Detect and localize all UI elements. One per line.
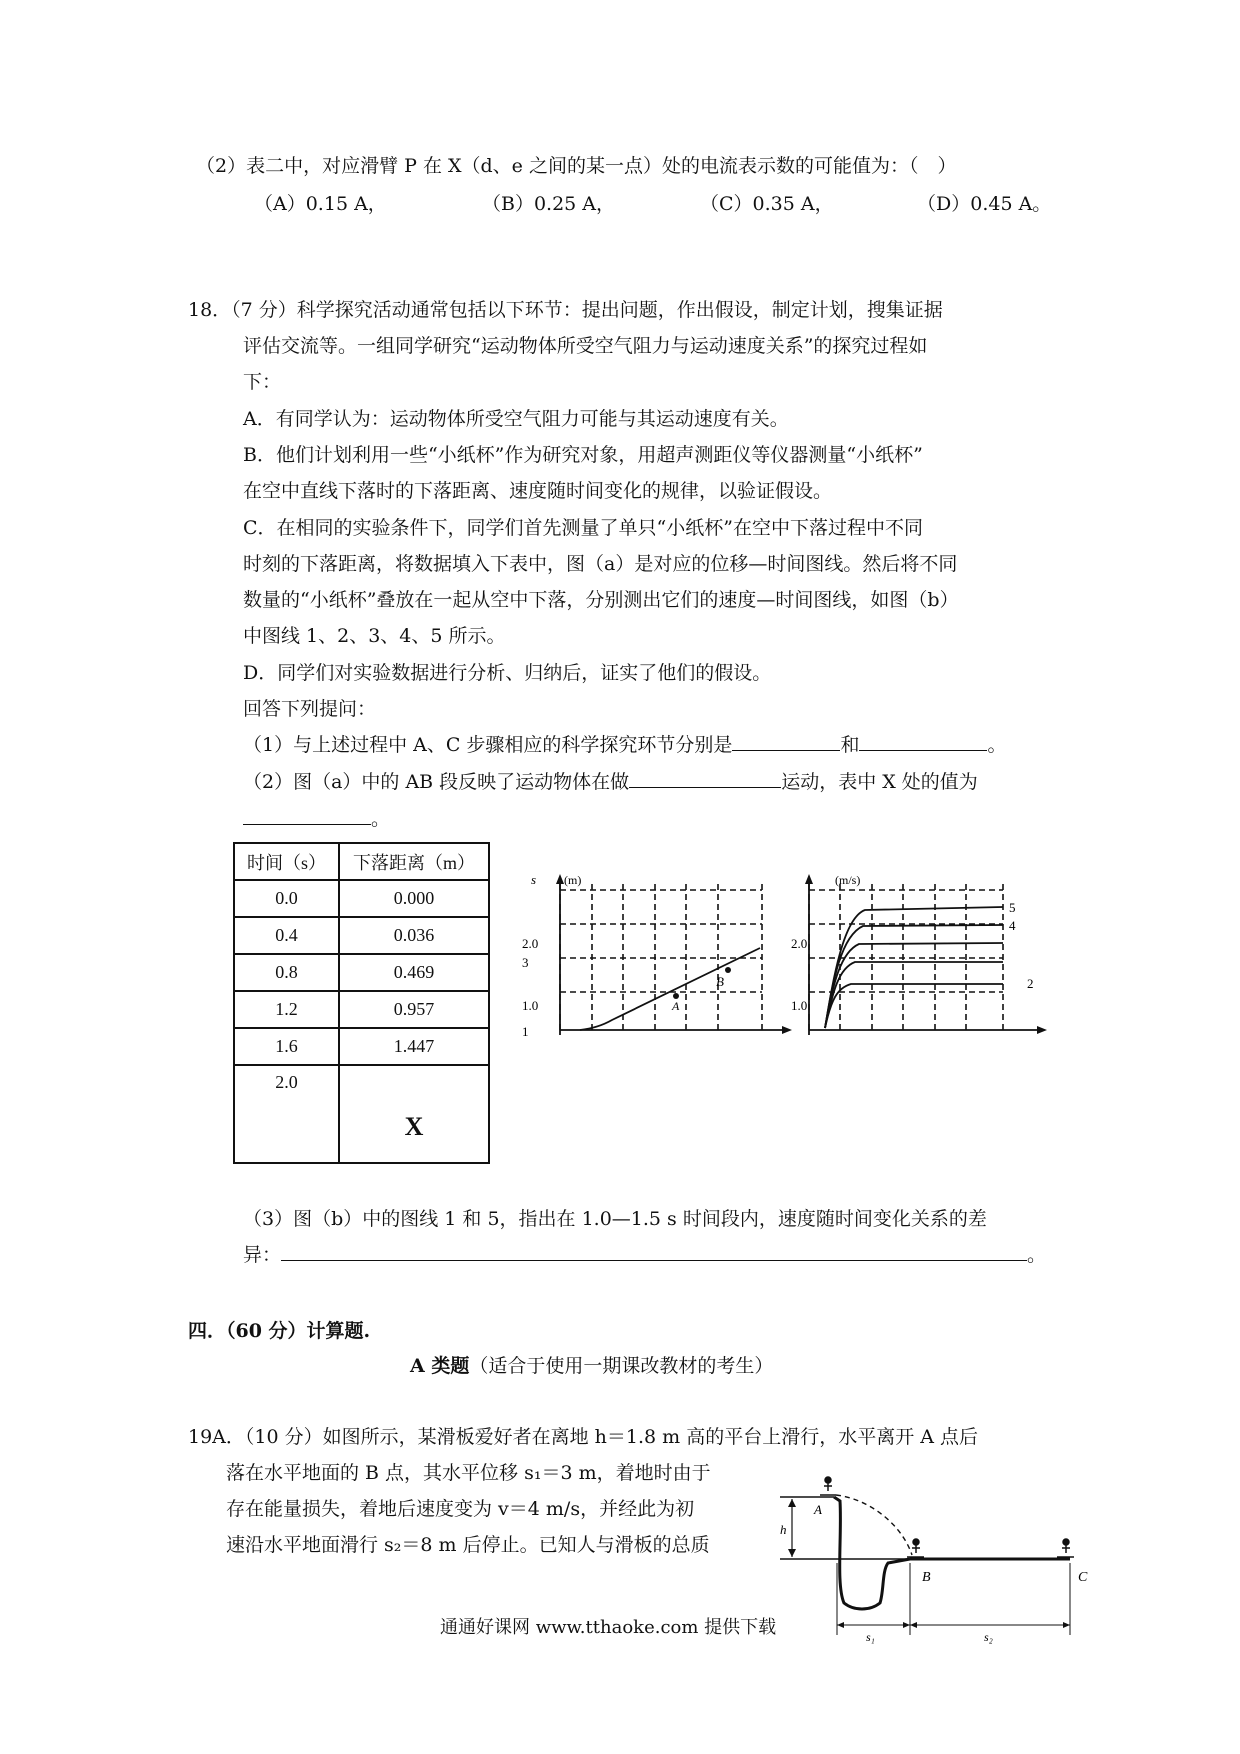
section-4-subtitle — [410, 1352, 773, 1380]
graph-b-curve-label: 5 — [1009, 900, 1016, 915]
table-row — [234, 1065, 489, 1163]
q18-sub1-end: 。 — [987, 734, 1007, 756]
table-header-distance: 下落距离（m） — [339, 843, 489, 880]
q18-sub2-end: 。 — [371, 808, 391, 830]
q17-2-option-c: （C）0.35 A， — [700, 193, 834, 215]
q18-sub3-label: 异： — [243, 1244, 282, 1266]
q18-sub2-text-a: （2）图（a）中的 AB 段反映了运动物体在做 — [243, 771, 630, 793]
table-row — [234, 880, 489, 917]
q18-step-c-line4: 中图线 1、2、3、4、5 所示。 — [243, 625, 506, 647]
graph-a-tick: 2.0 — [522, 936, 539, 951]
graph-a-displacement-time — [520, 870, 800, 1045]
figure-label-s2: s₂ — [984, 1630, 993, 1644]
graph-a-point-b-label: B — [716, 974, 724, 989]
table-row — [234, 991, 489, 1028]
table-header-time: 时间（s） — [234, 843, 339, 880]
q17-2-option-a: （A）0.15 A， — [254, 193, 387, 215]
q18-sub1-blank-1[interactable] — [732, 732, 840, 751]
q18-sub2-blank-2[interactable] — [243, 806, 371, 825]
graph-a-tick: 3 — [522, 955, 529, 970]
figure-label-a: A — [814, 1502, 822, 1517]
q18-step-b-line2: 在空中直线下落时的下落距离、速度随时间变化的规律，以验证假设。 — [243, 480, 833, 502]
q17-2-stem: （2）表二中，对应滑臂 P 在 X（d、e 之间的某一点）处的电流表示数的可能值为：（ ） — [196, 155, 957, 177]
graph-b-curve-label: 4 — [1009, 918, 1016, 933]
table-cell-distance: 1.447 — [339, 1028, 489, 1065]
figure-label-c: C — [1078, 1570, 1088, 1585]
graph-b-curve-label: 2 — [1027, 976, 1034, 991]
table-cell-time: 1.2 — [234, 991, 339, 1028]
q19a-line4: 速沿水平地面滑行 s₂＝8 m 后停止。已知人与滑板的总质 — [226, 1534, 710, 1556]
table-cell-time: 0.4 — [234, 917, 339, 954]
q18-step-c-line1: C．在相同的实验条件下，同学们首先测量了单只“小纸杯”在空中下落过程中不同 — [243, 517, 923, 539]
graph-a-point-a-label: A — [672, 999, 680, 1013]
q18-sub2 — [243, 768, 978, 796]
q18-step-b-line1: B．他们计划利用一些“小纸杯”作为研究对象，用超声测距仪等仪器测量“小纸杯” — [243, 444, 923, 466]
q18-intro-line1: 18．（7 分）科学探究活动通常包括以下环节：提出问题，作出假设，制定计划，搜集证据 — [188, 299, 943, 321]
q19a-line3: 存在能量损失，着地后速度变为 v＝4 m/s，并经此为初 — [226, 1498, 695, 1520]
q18-step-d: D．同学们对实验数据进行分析、归纳后，证实了他们的假设。 — [243, 662, 772, 684]
section-4-title: 四．（60 分）计算题. — [188, 1320, 371, 1342]
graph-a-y-symbol: s — [531, 872, 537, 887]
figure-label-h: h — [780, 1522, 787, 1537]
q18-step-a: A．有同学认为：运动物体所受空气阻力可能与其运动速度有关。 — [243, 408, 789, 430]
q18-sub2-text-b: 运动，表中 X 处的值为 — [781, 771, 978, 793]
table-cell-distance: 0.036 — [339, 917, 489, 954]
graph-a-tick: 1 — [522, 1024, 529, 1039]
q17-2-option-d: （D）0.45 A。 — [917, 193, 1052, 215]
q18-step-c-line2: 时刻的下落距离，将数据填入下表中，图（a）是对应的位移—时间图线。然后将不同 — [243, 553, 958, 575]
q19a-line1: 19A．（10 分）如图所示，某滑板爱好者在离地 h＝1.8 m 高的平台上滑行，水平离开 A 点后 — [188, 1426, 979, 1448]
table-row — [234, 917, 489, 954]
table-cell-distance-x: X — [339, 1065, 489, 1163]
q18-sub1-text-b: 和 — [840, 734, 860, 756]
q17-2-option-b: （B）0.25 A， — [482, 193, 616, 215]
graph-b-y-unit: (m/s) — [835, 873, 861, 887]
fall-data-table — [233, 842, 490, 1164]
figure-label-b: B — [922, 1570, 931, 1585]
graph-a-tick: 1.0 — [522, 998, 539, 1013]
table-cell-time: 2.0 — [234, 1065, 339, 1163]
q19a-line2: 落在水平地面的 B 点，其水平位移 s₁＝3 m，着地时由于 — [226, 1462, 711, 1484]
q18-sub2-line2 — [243, 805, 390, 833]
footer-source: 通通好课网 www.tthaoke.com 提供下载 — [440, 1617, 777, 1638]
table-row — [234, 1028, 489, 1065]
q18-sub3-blank[interactable] — [281, 1242, 1027, 1261]
section-4-subtitle-rest: （适合于使用一期课改教材的考生） — [469, 1355, 774, 1377]
table-cell-time: 0.0 — [234, 880, 339, 917]
q18-answer-prompt: 回答下列提问： — [243, 698, 377, 720]
table-cell-distance: 0.469 — [339, 954, 489, 991]
q18-sub3-line2 — [243, 1241, 1046, 1269]
q18-sub2-blank-1[interactable] — [629, 769, 781, 788]
figure-label-s1: s₁ — [866, 1630, 875, 1644]
table-cell-time: 0.8 — [234, 954, 339, 991]
table-cell-distance: 0.000 — [339, 880, 489, 917]
graph-b-tick: 2.0 — [791, 936, 808, 951]
q18-sub1 — [243, 731, 1006, 759]
q18-sub1-blank-2[interactable] — [859, 732, 987, 751]
q18-sub1-text-a: （1）与上述过程中 A、C 步骤相应的科学探究环节分别是 — [243, 734, 733, 756]
q18-intro-line2: 评估交流等。一组同学研究“运动物体所受空气阻力与运动速度关系”的探究过程如 — [243, 335, 928, 357]
q18-intro-line3: 下： — [243, 371, 282, 393]
graph-a-y-unit: (m) — [564, 873, 582, 887]
q18-sub3-end: 。 — [1027, 1244, 1047, 1266]
table-row — [234, 954, 489, 991]
table-cell-distance: 0.957 — [339, 991, 489, 1028]
q18-step-c-line3: 数量的“小纸杯”叠放在一起从空中下落，分别测出它们的速度—时间图线，如图（b） — [243, 589, 959, 611]
skateboard-figure — [770, 1455, 1100, 1650]
q18-sub3-line1: （3）图（b）中的图线 1 和 5，指出在 1.0—1.5 s 时间段内，速度随时间变化关系的差 — [243, 1208, 987, 1230]
table-cell-time: 1.6 — [234, 1028, 339, 1065]
section-4-subtitle-bold: A 类题 — [410, 1355, 470, 1377]
graph-b-velocity-time — [785, 870, 1060, 1045]
graph-b-tick: 1.0 — [791, 998, 808, 1013]
